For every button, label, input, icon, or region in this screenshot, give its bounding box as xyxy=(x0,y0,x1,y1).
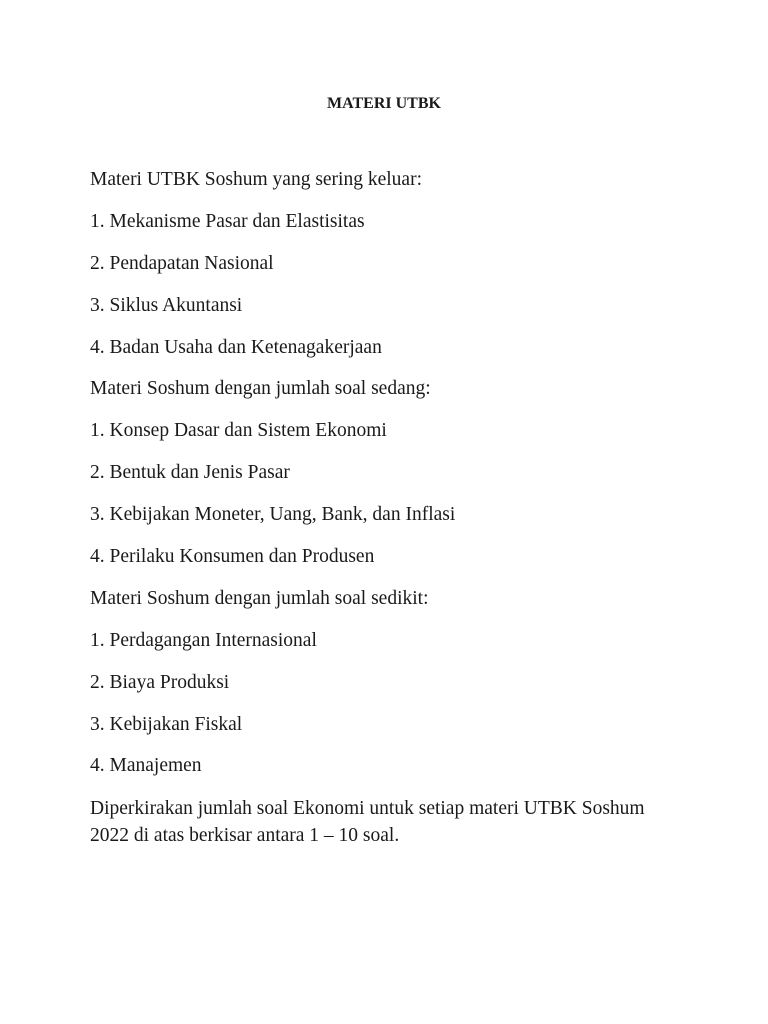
list-item: 3. Kebijakan Fiskal xyxy=(90,713,243,735)
list-item: 3. Siklus Akuntansi xyxy=(90,294,243,316)
list-item: 1. Konsep Dasar dan Sistem Ekonomi xyxy=(90,420,387,442)
list-item: 2. Biaya Produksi xyxy=(90,671,230,693)
list-item: 1. Perdagangan Internasional xyxy=(90,629,317,651)
document-title: MATERI UTBK xyxy=(327,95,441,112)
list-item: 1. Mekanisme Pasar dan Elastisitas xyxy=(90,210,365,232)
document-body xyxy=(90,167,690,849)
closing-line-2: 2022 di atas berkisar antara 1 – 10 soal. xyxy=(90,825,400,847)
section-heading-medium: Materi Soshum dengan jumlah soal sedang: xyxy=(90,378,431,400)
list-item: 4. Badan Usaha dan Ketenagakerjaan xyxy=(90,336,382,358)
list-item: 3. Kebijakan Moneter, Uang, Bank, dan Inflasi xyxy=(90,504,456,526)
list-item: 2. Pendapatan Nasional xyxy=(90,252,274,274)
list-item: 4. Perilaku Konsumen dan Produsen xyxy=(90,546,375,568)
list-item: 4. Manajemen xyxy=(90,755,202,777)
list-item: 2. Bentuk dan Jenis Pasar xyxy=(90,462,290,484)
closing-paragraph xyxy=(90,795,690,849)
section-heading-few: Materi Soshum dengan jumlah soal sedikit: xyxy=(90,587,429,609)
closing-line-1: Diperkirakan jumlah soal Ekonomi untuk setiap materi UTBK Soshum xyxy=(90,798,645,820)
section-heading-frequent: Materi UTBK Soshum yang sering keluar: xyxy=(90,169,422,190)
